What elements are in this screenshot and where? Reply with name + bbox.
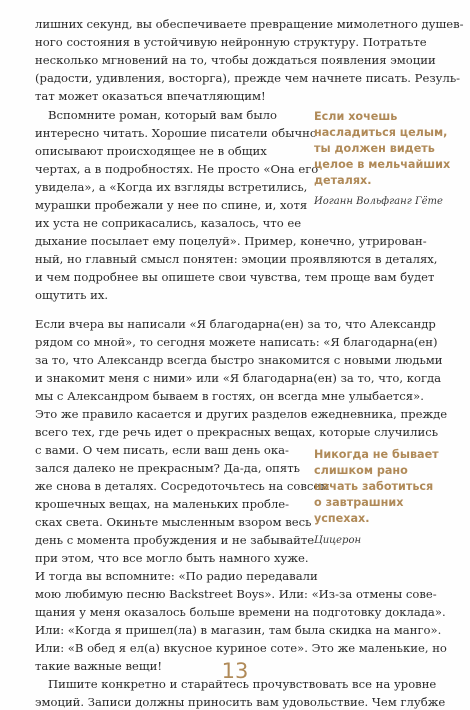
sidebar-quote-line: целое в мельчайших xyxy=(314,158,451,171)
body-line: Если вчера вы написали «Я благодарна(ен) за то, что Александр xyxy=(35,317,436,331)
sidebar-quote-line: слишком рано xyxy=(314,464,408,477)
body-line: интересно читать. Хорошие писатели обычно xyxy=(35,126,317,140)
body-line: лишних секунд, вы обеспечиваете превращение мимолетного душев- xyxy=(35,17,464,31)
body-line: мы с Александром бываем в гостях, он всегда мне улыбается». xyxy=(35,389,424,403)
body-line: чертах, а в подробностях. Не просто «Она его xyxy=(35,162,319,176)
body-line: такие важные вещи! xyxy=(35,659,163,673)
body-line: за то, что Александр всегда быстро знакомится с новыми людьми xyxy=(35,353,443,367)
body-line: же снова в деталях. Сосредоточьтесь на совсем xyxy=(35,479,330,493)
body-line: крошечных вещах, на маленьких пробле- xyxy=(35,497,290,511)
body-line: Пишите конкретно и старайтесь прочувствовать все на уровне xyxy=(48,677,437,691)
body-line: мурашки пробежали у нее по спине, и, хотя xyxy=(35,198,308,212)
body-line: Или: «В обед я ел(а) вкусное куриное соте». Это же маленькие, но xyxy=(35,641,447,655)
body-line: зался далеко не прекрасным? Да-да, опять xyxy=(35,461,300,475)
sidebar-quote-line: Если хочешь xyxy=(314,110,398,123)
sidebar-quote-line: начать заботиться xyxy=(314,480,434,493)
body-line: при этом, что все могло быть намного хуже. xyxy=(35,551,309,565)
body-line: сках света. Окиньте мысленным взором весь xyxy=(35,515,312,529)
sidebar-quote-author: Иоганн Вольфганг Гёте xyxy=(314,196,443,207)
sidebar-quote-line: деталях. xyxy=(314,174,372,187)
sidebar-quote-line: Никогда не бывает xyxy=(314,448,439,461)
body-line: описывают происходящее не в общих xyxy=(35,144,267,158)
body-line: ощутить их. xyxy=(35,288,109,302)
body-line: Или: «Когда я пришел(ла) в магазин, там была скидка на манго». xyxy=(35,623,442,637)
body-line: ный, но главный смысл понятен: эмоции проявляются в деталях, xyxy=(35,252,438,266)
body-line: И тогда вы вспомните: «По радио передавали xyxy=(35,569,318,583)
body-line: тат может оказаться впечатляющим! xyxy=(35,89,266,103)
body-line: дыхание посылает ему поцелуй». Пример, конечно, утрирован- xyxy=(35,234,427,248)
body-line: Это же правило касается и других разделов ежедневника, прежде xyxy=(35,407,448,421)
sidebar-quote-line: о завтрашних xyxy=(314,496,404,509)
body-line: рядом со мной», то сегодня можете написать: «Я благодарна(ен) xyxy=(35,335,438,349)
body-line: Вспомните роман, который вам было xyxy=(48,108,277,122)
body-line: с вами. О чем писать, если ваш день ока- xyxy=(35,443,289,457)
body-line: увидела», а «Когда их взгляды встретились, xyxy=(35,180,308,194)
body-line: их уста не соприкасались, казалось, что ее xyxy=(35,216,302,230)
body-line: несколько мгновений на то, чтобы дождаться появления эмоции xyxy=(35,53,436,67)
body-line: мою любимую песню Backstreet Boys». Или: «Из-за отмены сове- xyxy=(35,587,437,601)
body-line: щания у меня оказалось больше времени на подготовку доклада». xyxy=(35,605,446,619)
body-line: и чем подробнее вы опишете свои чувства, тем проще вам будет xyxy=(35,270,435,284)
body-line: эмоций. Записи должны приносить вам удовольствие. Чем глубже xyxy=(35,695,446,709)
body-line: (радости, удивления, восторга), прежде чем начнете писать. Резуль- xyxy=(35,71,461,85)
body-line: день с момента пробуждения и не забывайте xyxy=(35,533,315,547)
sidebar-quote-line: ты должен видеть xyxy=(314,142,435,155)
sidebar-quote-line: насладиться целым, xyxy=(314,126,448,139)
page-number: 13 xyxy=(221,659,249,683)
body-line: и знакомит меня с ними» или «Я благодарна(ен) за то, что, когда xyxy=(35,371,442,385)
sidebar-quote-line: успехах. xyxy=(314,512,370,525)
sidebar-quote-author: Цицерон xyxy=(314,535,362,546)
body-line: всего тех, где речь идет о прекрасных вещах, которые случились xyxy=(35,425,439,439)
body-line: ного состояния в устойчивую нейронную структуру. Потратьте xyxy=(35,35,427,49)
